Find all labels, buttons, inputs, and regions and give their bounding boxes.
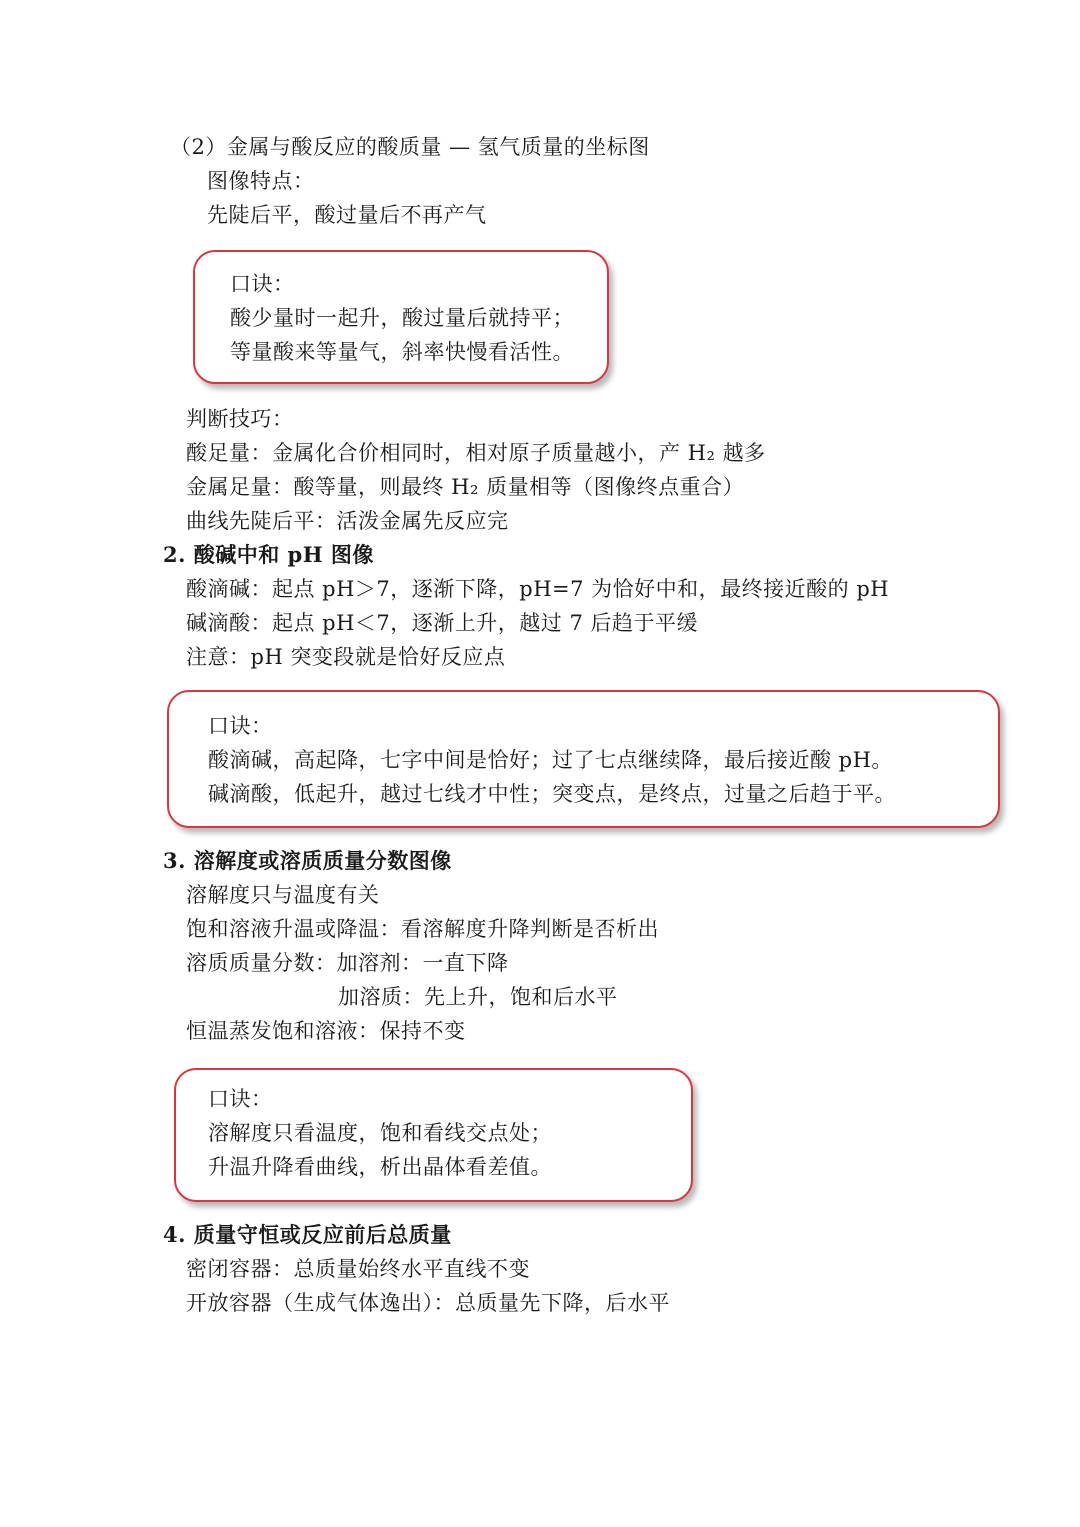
mass-line: 密闭容器：总质量始终水平直线不变 (186, 1257, 530, 1281)
section-heading-ph: 2. 酸碱中和 pH 图像 (163, 542, 374, 567)
solubility-line: 恒温蒸发饱和溶液：保持不变 (186, 1019, 466, 1043)
ph-line: 酸滴碱：起点 pH＞7，逐渐下降，pH=7 为恰好中和，最终接近酸的 pH (186, 577, 890, 601)
tips-label: 判断技巧： (186, 407, 294, 431)
mnemonic-line: 溶解度只看温度，饱和看线交点处； (208, 1121, 552, 1145)
mnemonic-line: 碱滴酸，低起升，越过七线才中性；突变点，是终点，过量之后趋于平。 (208, 782, 896, 806)
mnemonic-label: 口诀： (230, 272, 295, 296)
tip-line: 曲线先陡后平：活泼金属先反应完 (186, 509, 509, 533)
ph-line: 碱滴酸：起点 pH＜7，逐渐上升，越过 7 后趋于平缓 (186, 611, 699, 635)
subsection-title: （2）金属与酸反应的酸质量 — 氢气质量的坐标图 (170, 135, 650, 159)
section-heading-mass: 4. 质量守恒或反应前后总质量 (163, 1222, 452, 1247)
mnemonic-line: 升温升降看曲线，析出晶体看差值。 (208, 1155, 552, 1179)
mass-line: 开放容器（生成气体逸出）：总质量先下降，后水平 (186, 1291, 670, 1315)
mnemonic-line: 酸少量时一起升，酸过量后就持平； (230, 306, 574, 330)
mnemonic-line: 酸滴碱，高起降，七字中间是恰好；过了七点继续降，最后接近酸 pH。 (208, 748, 893, 772)
mnemonic-line: 等量酸来等量气，斜率快慢看活性。 (230, 340, 574, 364)
mnemonic-label: 口诀： (208, 714, 273, 738)
mnemonic-label: 口诀： (208, 1087, 273, 1111)
mnemonic-box-acid (193, 250, 609, 384)
ph-line: 注意：pH 突变段就是恰好反应点 (186, 645, 506, 669)
solubility-line: 饱和溶液升温或降温：看溶解度升降判断是否析出 (186, 917, 659, 941)
mnemonic-box-ph (167, 690, 1000, 828)
mnemonic-box-solubility (174, 1068, 693, 1202)
solubility-line: 加溶质：先上升，饱和后水平 (338, 985, 618, 1009)
section-heading-solubility: 3. 溶解度或溶质质量分数图像 (163, 848, 452, 873)
tip-line: 金属足量：酸等量，则最终 H₂ 质量相等（图像终点重合） (186, 475, 745, 499)
feature-label: 图像特点： (207, 169, 315, 193)
solubility-line: 溶解度只与温度有关 (186, 883, 380, 907)
solubility-line: 溶质质量分数：加溶剂：一直下降 (186, 951, 509, 975)
tip-line: 酸足量：金属化合价相同时，相对原子质量越小，产 H₂ 越多 (186, 441, 766, 465)
feature-text: 先陡后平，酸过量后不再产气 (207, 203, 487, 227)
